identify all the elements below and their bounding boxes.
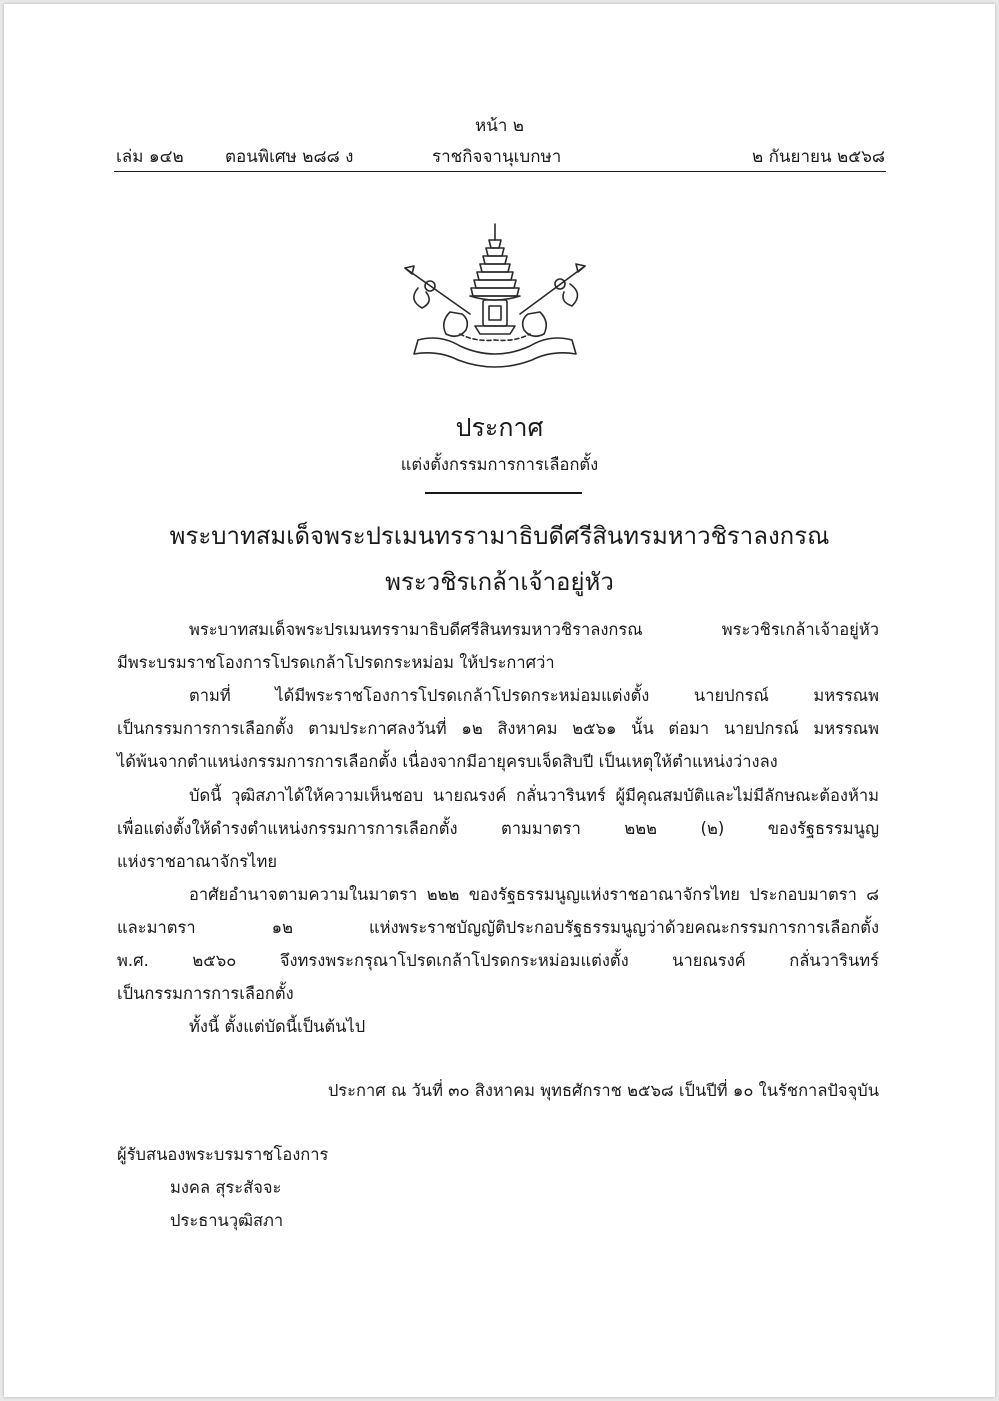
- body-line: เป็นกรรมการการเลือกตั้ง: [117, 984, 294, 1003]
- king-name-line-1: พระบาทสมเด็จพระปรเมนทรรามาธิบดีศรีสินทรมหาวชิราลงกรณ: [169, 522, 830, 550]
- body-line: พระบาทสมเด็จพระปรเมนทรรามาธิบดีศรีสินทรมหาวชิราลงกรณ พระวชิรเกล้าเจ้าอยู่หัว: [189, 620, 879, 639]
- countersign-position: ประธานวุฒิสภา: [170, 1211, 284, 1230]
- body-line: เป็นกรรมการการเลือกตั้ง ตามประกาศลงวันที่ ๑๒ สิงหาคม ๒๕๖๑ นั้น ต่อมา นายปกรณ์ มหรรณพ: [117, 719, 879, 738]
- gazette-volume: เล่ม ๑๔๒: [116, 147, 184, 167]
- body-line: บัดนี้ วุฒิสภาได้ให้ความเห็นชอบ นายณรงค์ กลั่นวารินทร์ ผู้มีคุณสมบัติและไม่มีลักษณะต้องห้าม: [189, 786, 879, 805]
- gazette-name: ราชกิจจานุเบกษา: [432, 147, 562, 167]
- body-line: อาศัยอำนาจตามความในมาตรา ๒๒๒ ของรัฐธรรมนูญแห่งราชอาณาจักรไทย ประกอบมาตรา ๘: [189, 885, 879, 904]
- king-name-line-2: พระวชิรเกล้าเจ้าอยู่หัว: [385, 568, 614, 596]
- body-line: เพื่อแต่งตั้งให้ดำรงตำแหน่งกรรมการการเลือกตั้ง ตามมาตรา ๒๒๒ (๒) ของรัฐธรรมนูญ: [117, 819, 879, 838]
- given-date-line: ประกาศ ณ วันที่ ๓๐ สิงหาคม พุทธศักราช ๒๕๖๘ เป็นปีที่ ๑๐ ในรัชกาลปัจจุบัน: [327, 1081, 879, 1100]
- page-number: หน้า ๒: [475, 116, 524, 136]
- countersign-role: ผู้รับสนองพระบรมราชโองการ: [117, 1145, 329, 1164]
- body-line: ได้พ้นจากตำแหน่งกรรมการการเลือกตั้ง เนื่องจากมีอายุครบเจ็ดสิบปี เป็นเหตุให้ตำแหน่งว่างลง: [117, 752, 778, 771]
- announcement-subject: แต่งตั้งกรรมการการเลือกตั้ง: [400, 455, 599, 474]
- body-line: ทั้งนี้ ตั้งแต่บัดนี้เป็นต้นไป: [189, 1017, 366, 1036]
- body-line: แห่งราชอาณาจักรไทย: [117, 852, 278, 871]
- countersign-name: มงคล สุระสัจจะ: [170, 1178, 282, 1197]
- royal-emblem-icon: [400, 222, 590, 372]
- body-line: ตามที่ ได้มีพระราชโองการโปรดเกล้าโปรดกระหม่อมแต่งตั้ง นายปกรณ์ มหรรณพ: [189, 686, 879, 705]
- title-divider: [425, 492, 582, 494]
- announcement-title: ประกาศ: [455, 413, 544, 442]
- header-divider: [114, 171, 886, 172]
- body-line: มีพระบรมราชโองการโปรดเกล้าโปรดกระหม่อม ให้ประกาศว่า: [117, 653, 555, 672]
- gazette-section: ตอนพิเศษ ๒๘๘ ง: [225, 147, 354, 167]
- body-line: และมาตรา ๑๒ แห่งพระราชบัญญัติประกอบรัฐธรรมนูญว่าด้วยคณะกรรมการการเลือกตั้ง: [117, 918, 879, 937]
- body-line: พ.ศ. ๒๕๖๐ จึงทรงพระกรุณาโปรดเกล้าโปรดกระหม่อมแต่งตั้ง นายณรงค์ กลั่นวารินทร์: [117, 951, 879, 970]
- gazette-date: ๒ กันยายน ๒๕๖๘: [752, 147, 885, 167]
